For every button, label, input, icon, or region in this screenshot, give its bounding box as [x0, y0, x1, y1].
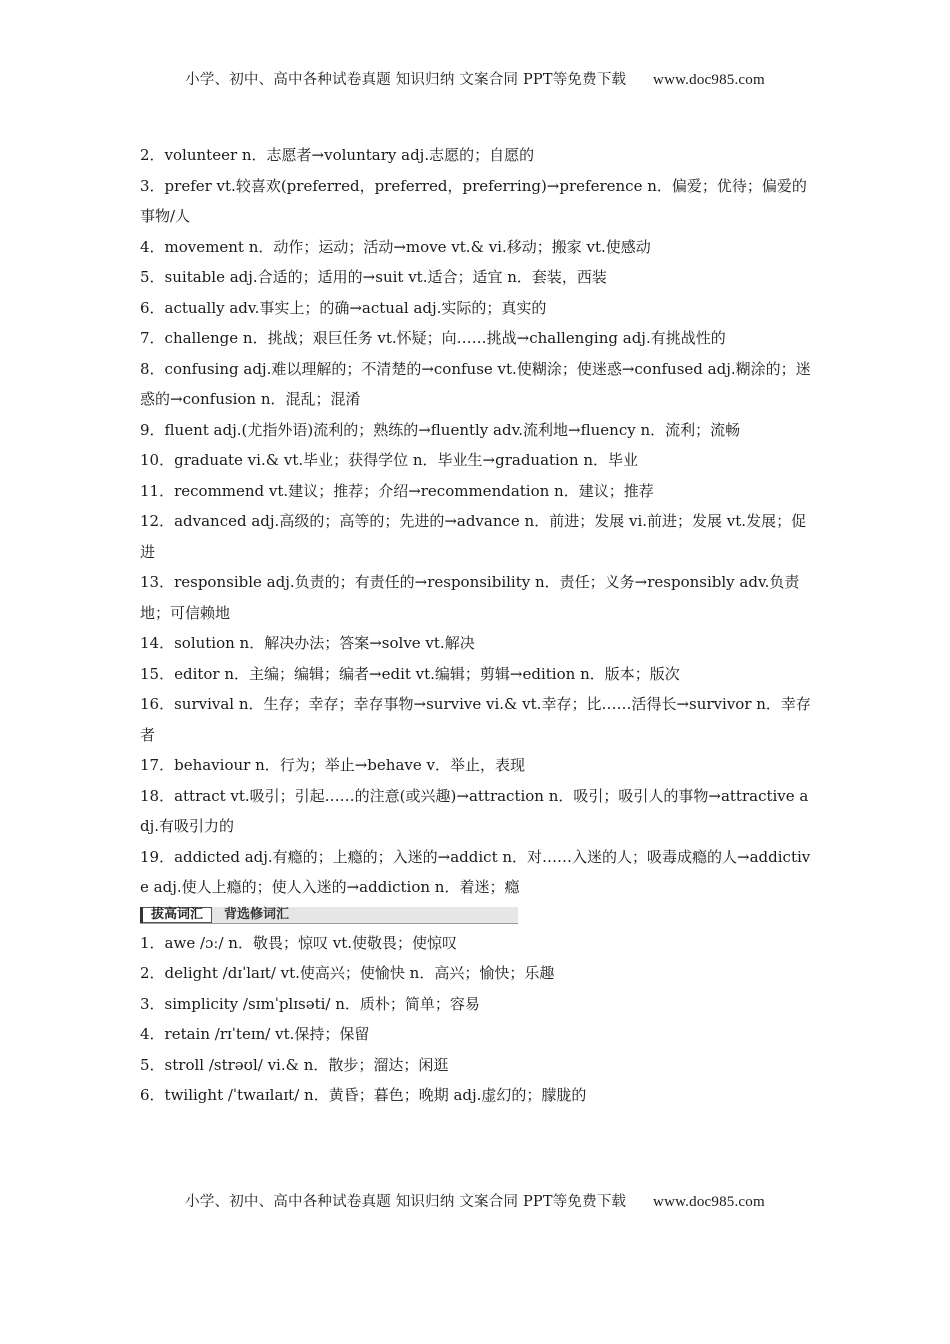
vocab-entry-10: 10．graduate vi.& vt.毕业；获得学位 n．毕业生→graduation n．毕业	[140, 451, 638, 469]
vocab-entry-19: 19．addicted adj.有瘾的；上瘾的；入迷的→addict n．对……入迷的人；吸毒成瘾的人→addictive adj.使人上瘾的；使人入迷的→addiction n．着迷；瘾	[140, 847, 811, 896]
footer-text: 小学、初中、高中各种试卷真题 知识归纳 文案合同 PPT等免费下载	[185, 1194, 627, 1210]
footer-url[interactable]: www.doc985.com	[653, 1194, 765, 1210]
header-text: 小学、初中、高中各种试卷真题 知识归纳 文案合同 PPT等免费下载	[185, 72, 627, 88]
vocab-entry-8: 8．confusing adj.难以理解的；不清楚的→confuse vt.使糊涂；使迷惑→confused adj.糊涂的；迷惑的→confusion n．混乱；混淆	[140, 359, 811, 408]
vocab-entry-14: 14．solution n．解决办法；答案→solve vt.解决	[140, 634, 475, 652]
vocab-entry-15: 15．editor n．主编；编辑；编者→edit vt.编辑；剪辑→edition n．版本；版次	[140, 664, 680, 683]
advanced-entry-5: 5．stroll /strəʊl/ vi.& n．散步；溜达；闲逛	[140, 1055, 449, 1074]
page-header	[0, 68, 950, 89]
vocab-entry-7: 7．challenge n．挑战；艰巨任务 vt.怀疑；向……挑战→challenging adj.有挑战性的	[140, 329, 726, 347]
vocab-entry-13: 13．responsible adj.负责的；有责任的→responsibility n．责任；义务→responsibly adv.负责地；可信赖地	[140, 573, 800, 622]
vocab-entry-18: 18．attract vt.吸引；引起……的注意(或兴趣)→attraction n．吸引；吸引人的事物→attractive adj.有吸引力的	[140, 786, 809, 835]
advanced-vocabulary-list	[140, 928, 812, 1111]
vocab-entry-9: 9．fluent adj.(尤指外语)流利的；熟练的→fluently adv.流利地→fluency n．流利；流畅	[140, 420, 741, 439]
vocab-entry-17: 17．behaviour n．行为；举止→behave v．举止，表现	[140, 756, 525, 774]
advanced-entry-4: 4．retain /rɪˈteɪn/ vt.保持；保留	[140, 1025, 370, 1043]
vocab-entry-11: 11．recommend vt.建议；推荐；介绍→recommendation n．建议；推荐	[140, 481, 654, 500]
header-url[interactable]: www.doc985.com	[653, 72, 765, 88]
advanced-entry-2: 2．delight /dɪˈlaɪt/ vt.使高兴；使愉快 n．高兴；愉快；乐趣	[140, 964, 555, 982]
section-tag: 拔高词汇	[143, 907, 212, 923]
vocab-entry-4: 4．movement n．动作；运动；活动→move vt.& vi.移动；搬家 vt.使感动	[140, 237, 651, 256]
vocabulary-list	[140, 140, 812, 903]
vocabulary-content	[140, 140, 812, 1111]
vocab-entry-3: 3．prefer vt.较喜欢(preferred，preferred，preferring)→preference n．偏爱；优待；偏爱的事物/人	[140, 176, 807, 225]
vocab-entry-5: 5．suitable adj.合适的；适用的→suit vt.适合；适宜 n．套装，西装	[140, 268, 607, 286]
vocab-entry-12: 12．advanced adj.高级的；高等的；先进的→advance n．前进；发展 vi.前进；发展 vt.发展；促进	[140, 512, 807, 561]
advanced-entry-6: 6．twilight /ˈtwaɪlaɪt/ n．黄昏；暮色；晚期 adj.虚幻的；朦胧的	[140, 1086, 587, 1104]
advanced-entry-1: 1．awe /ɔː/ n．敬畏；惊叹 vt.使敬畏；使惊叹	[140, 933, 458, 952]
page-footer	[0, 1190, 950, 1211]
vocab-entry-2: 2．volunteer n．志愿者→voluntary adj.志愿的；自愿的	[140, 146, 535, 164]
advanced-entry-3: 3．simplicity /sɪmˈplɪsəti/ n．质朴；简单；容易	[140, 994, 480, 1013]
vocab-entry-6: 6．actually adv.事实上；的确→actual adj.实际的；真实的	[140, 298, 547, 317]
vocab-entry-16: 16．survival n．生存；幸存；幸存事物→survive vi.& vt.幸存；比……活得长→survivor n．幸存者	[140, 695, 811, 744]
section-subtitle: 背选修词汇	[224, 906, 290, 922]
section-heading-bar	[140, 907, 518, 924]
